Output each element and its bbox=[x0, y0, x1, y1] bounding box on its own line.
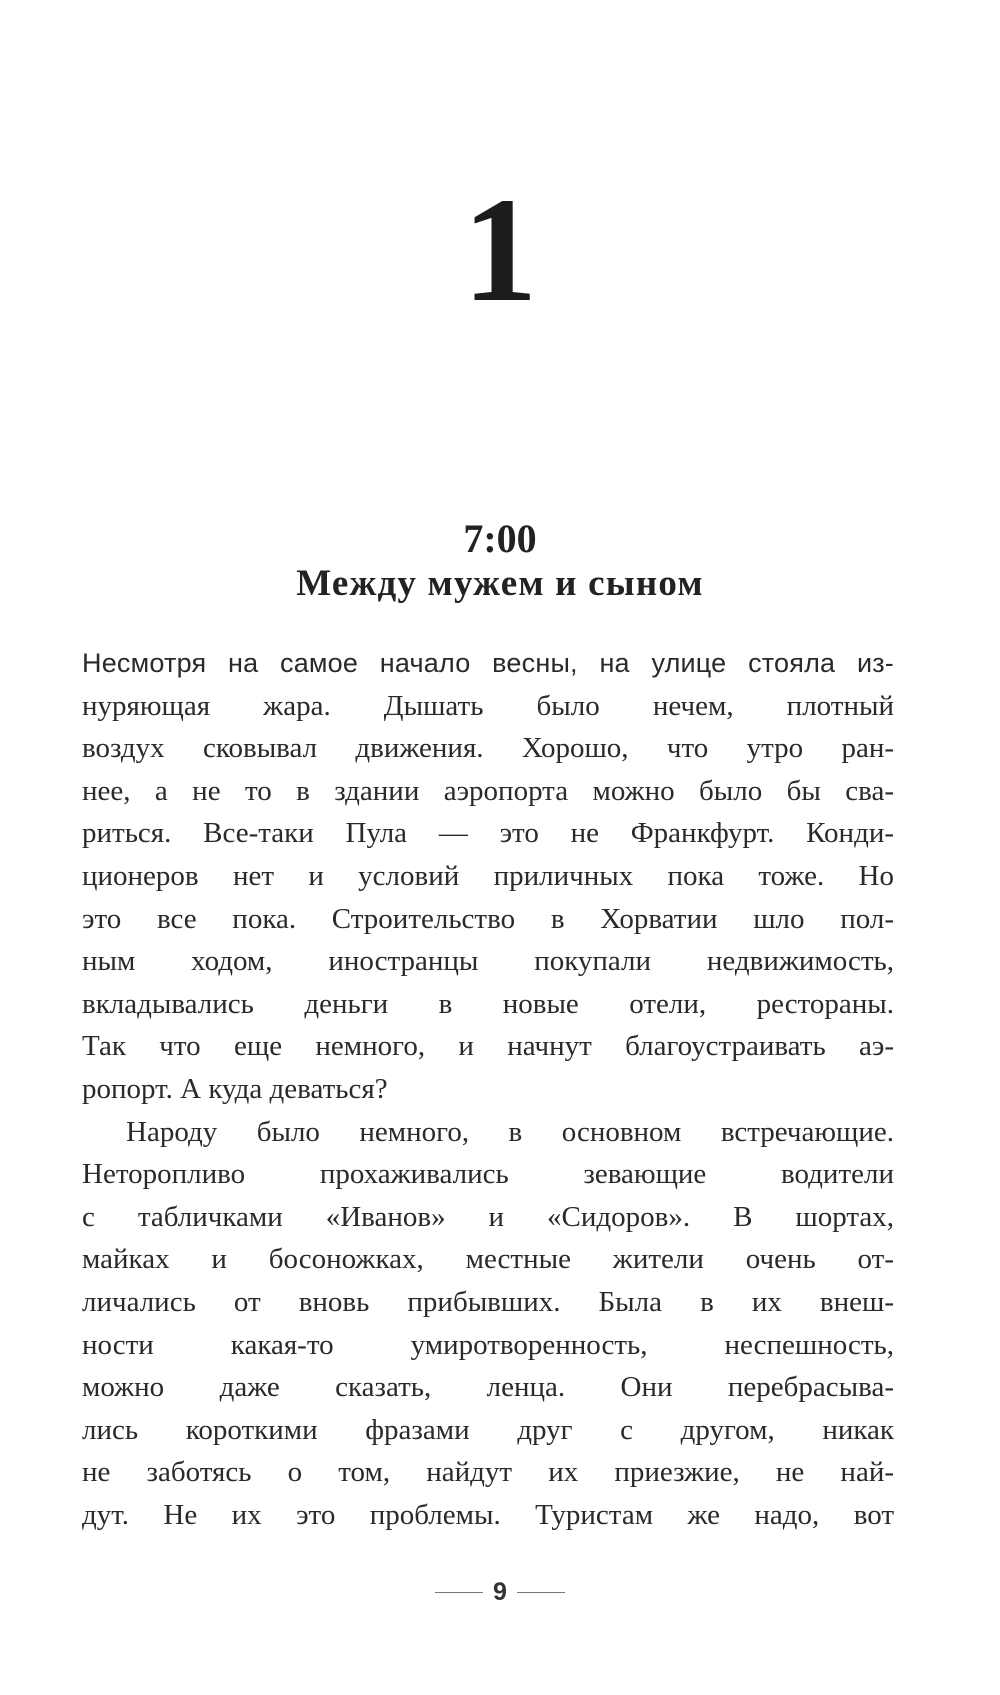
text-line: ным ходом, иностранцы покупали недвижимость, bbox=[82, 945, 894, 978]
text-line: можно даже сказать, ленца. Они перебрасыва- bbox=[82, 1371, 894, 1404]
chapter-number: 1 bbox=[462, 167, 538, 333]
text-line: майках и босоножках, местные жители очень от- bbox=[82, 1243, 894, 1276]
text-line: Народу было немного, в основном встречающие. bbox=[126, 1115, 894, 1148]
text-line: Так что еще немного, и начнут благоустраивать аэ- bbox=[82, 1030, 894, 1063]
page-footer bbox=[0, 1578, 1000, 1607]
text-line: не заботясь о том, найдут их приезжие, не най- bbox=[82, 1456, 894, 1489]
section-time: 7:00 bbox=[463, 516, 537, 561]
text-line: лись короткими фразами друг с другом, никак bbox=[82, 1413, 894, 1446]
footer-rule-right bbox=[517, 1592, 565, 1593]
text-line: риться. Все-таки Пула — это не Франкфурт. Конди- bbox=[82, 817, 894, 850]
text-line: личались от вновь прибывших. Была в их внеш- bbox=[82, 1285, 894, 1318]
text-line: ропорт. А куда деваться? bbox=[82, 1072, 388, 1105]
page-number: 9 bbox=[493, 1578, 507, 1606]
body-text bbox=[82, 642, 894, 1536]
text-line: с табличками «Иванов» и «Сидоров». В шортах, bbox=[82, 1200, 894, 1233]
text-line: Неторопливо прохаживались зевающие водители bbox=[82, 1158, 894, 1191]
text-line: Несмотря на самое начало весны, на улице стояла из- bbox=[82, 648, 894, 678]
text-line: ности какая-то умиротворенность, неспешность, bbox=[82, 1328, 894, 1361]
text-line: нее, а не то в здании аэропорта можно было бы сва- bbox=[82, 774, 894, 807]
text-line: воздух сковывал движения. Хорошо, что утро ран- bbox=[82, 732, 894, 765]
text-line: ционеров нет и условий приличных пока тоже. Но bbox=[82, 859, 894, 892]
text-line: нуряющая жара. Дышать было нечем, плотный bbox=[82, 689, 894, 722]
text-line: это все пока. Строительство в Хорватии шло пол- bbox=[82, 902, 894, 935]
section-title: Между мужем и сыном bbox=[296, 563, 704, 604]
text-line: вкладывались деньги в новые отели, рестораны. bbox=[82, 987, 894, 1020]
footer-rule-left bbox=[435, 1592, 483, 1593]
text-line: дут. Не их это проблемы. Туристам же надо, вот bbox=[82, 1498, 894, 1531]
